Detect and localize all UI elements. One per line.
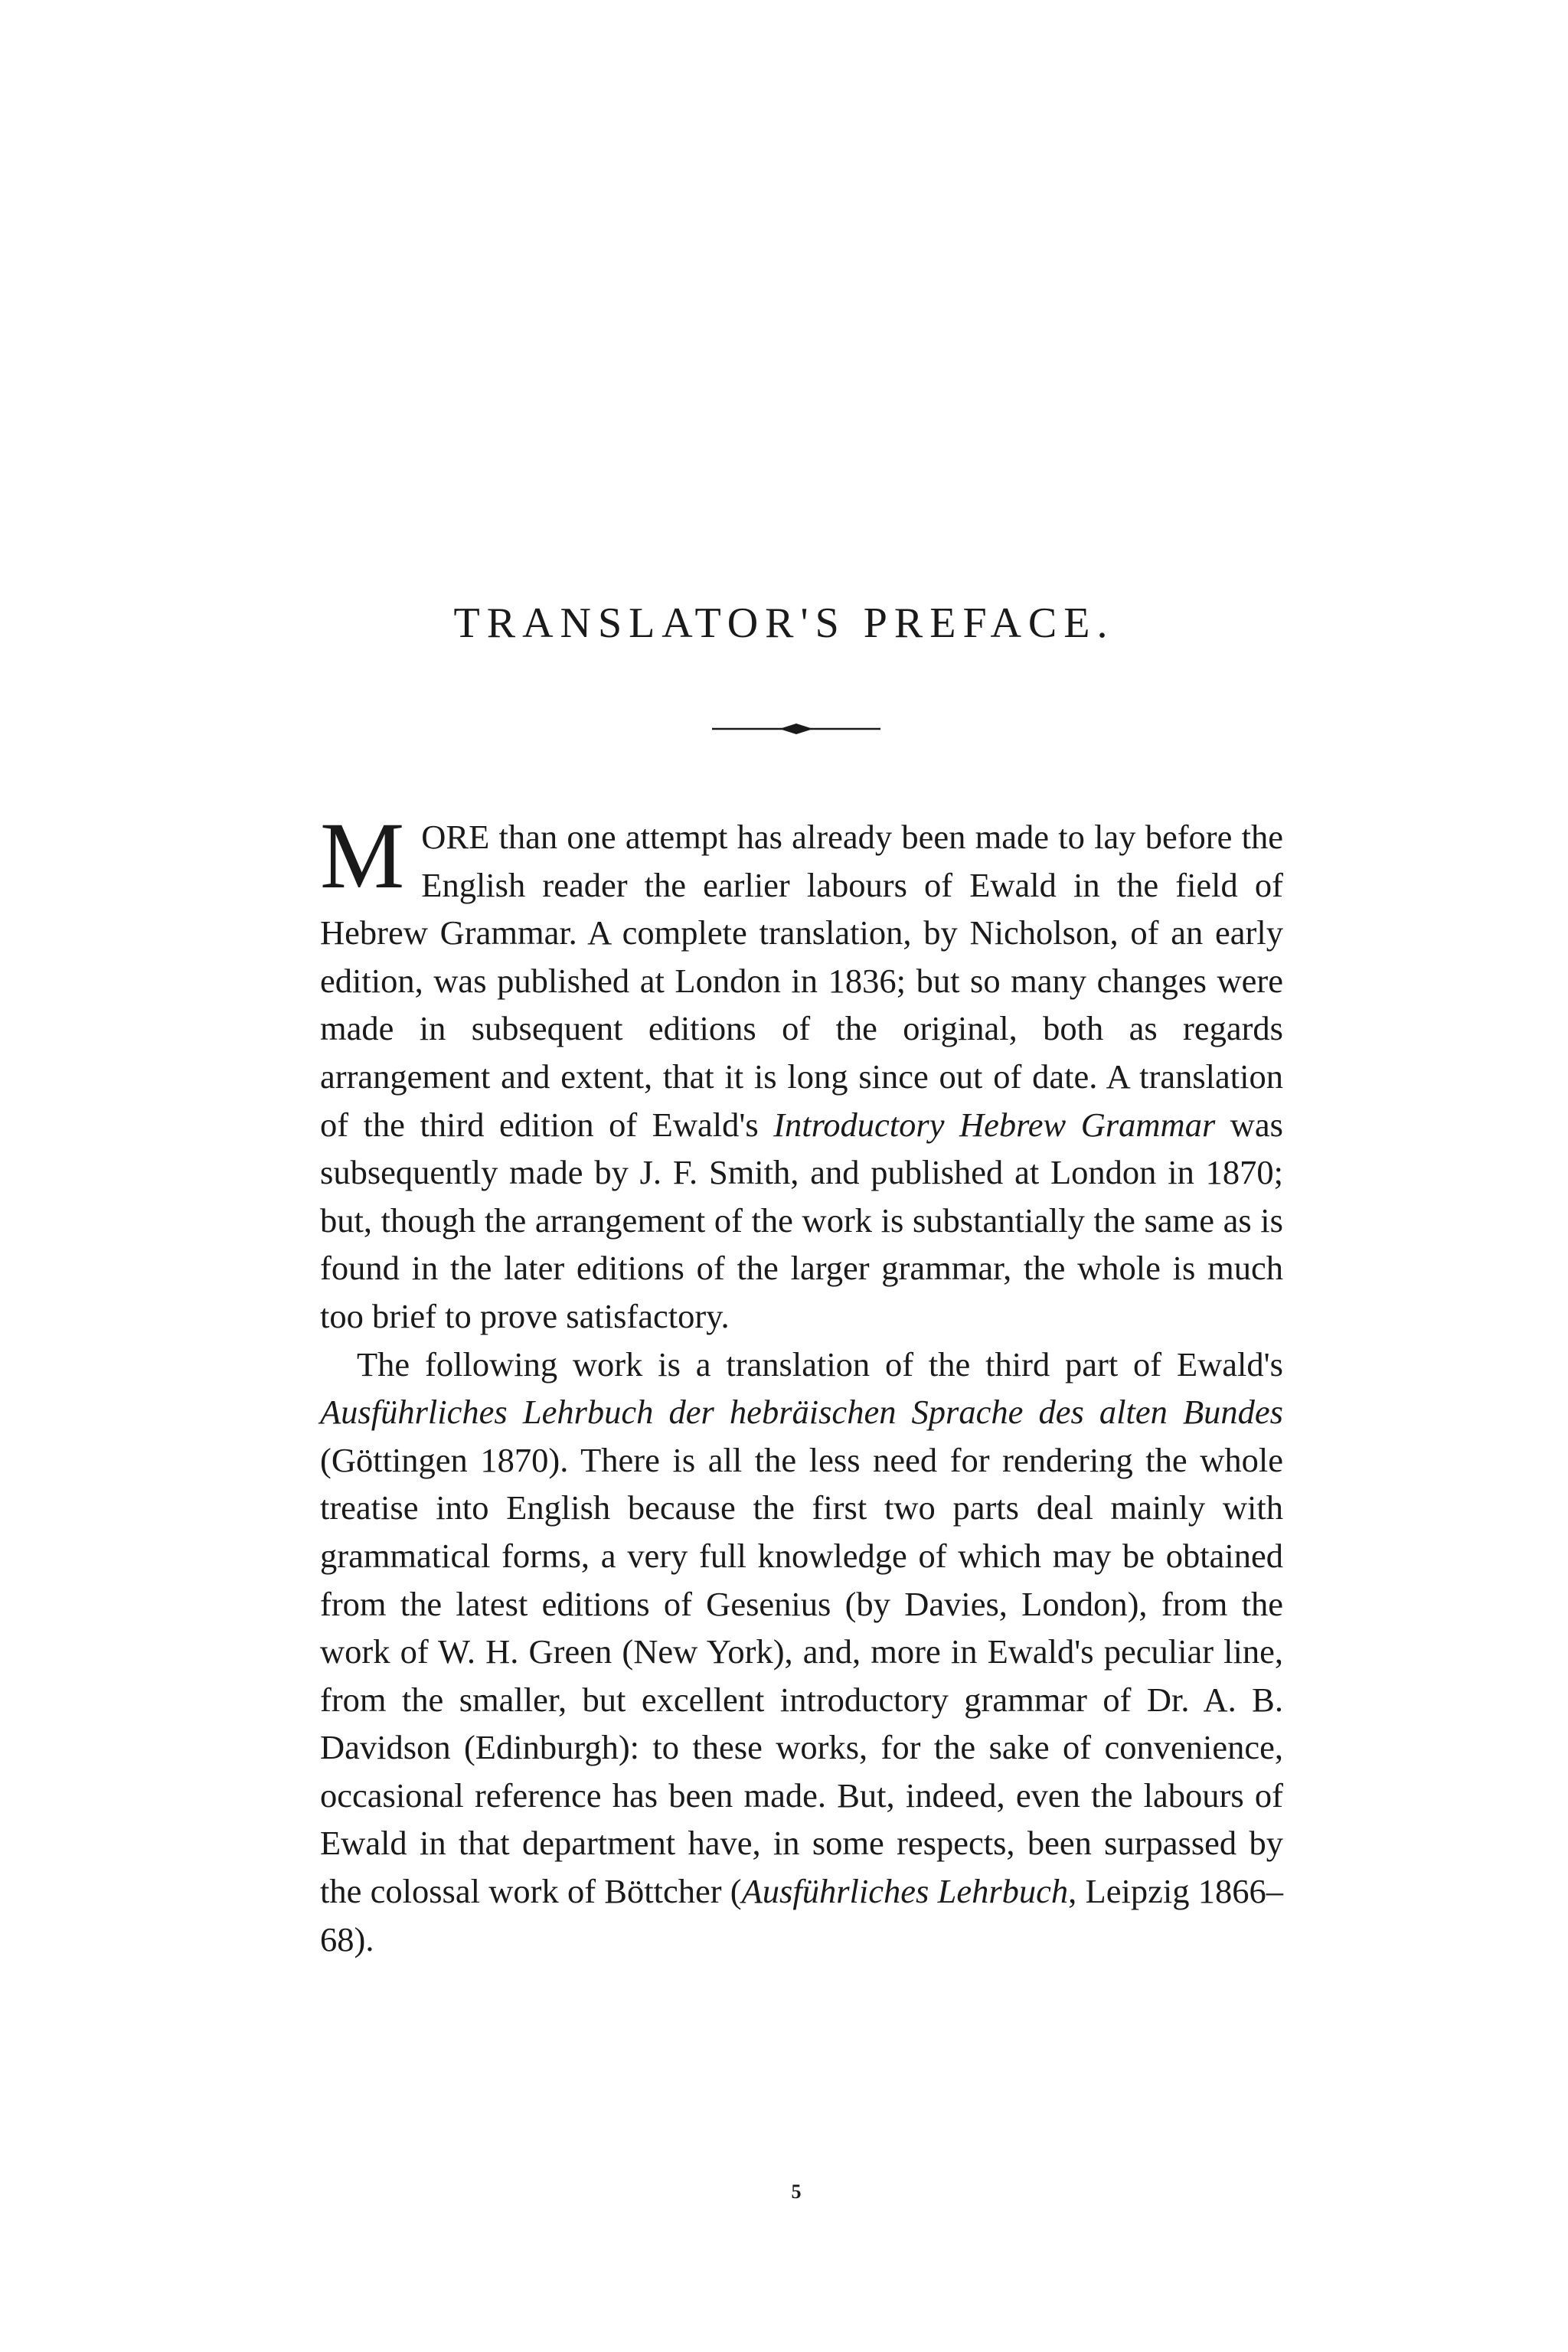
- paragraph-1: [320, 803, 1283, 1341]
- book-title-italic: Introductory Hebrew Grammar: [773, 1105, 1216, 1144]
- text-segment: (Göttingen 1870). There is all the less need for rendering the whole treatise into English because the first two parts deal mainly with grammatical forms, a very full knowledge of which may be obtained from the latest editions of Gesenius (by Davies, London), from the work of W. H. Green (New York), and, more in Ewald's peculiar line, from the smaller, but excellent introductory grammar of Dr. A. B. Davidson (Edinburgh): to these works, for the sake of convenience, occasional reference has been made. But, indeed, even the labours of Ewald in that department have, in some respects, been surpassed by the colossal work of Böttcher (: [320, 1440, 1283, 1911]
- ornamental-rule: [712, 720, 880, 738]
- text-segment: ORE than one attempt has already been made to lay before the English reader the earlier labours of Ewald in the field of Hebrew Grammar. A complete translation, by Nicholson, of an early edition, was published at London in 1836; but so many changes were made in subsequent editions of the original, both as regards arrangement and extent, that it is long since out of date. A translation of the third edition of Ewald's: [320, 818, 1283, 1144]
- paragraph-2: [320, 1341, 1283, 1964]
- preface-body: [320, 803, 1283, 1963]
- book-title-italic: Ausführliches Lehrbuch der hebräischen Sprache des alten Bundes: [320, 1393, 1283, 1432]
- text-segment: was subsequently made by J. F. Smith, and published at London in 1870; but, though the arrangement of the work is substantially the same as is found in the later editions of the larger grammar, the whole is much too brief to prove satisfactory.: [320, 1105, 1283, 1335]
- text-segment: The following work is a translation of the third part of Ewald's: [357, 1344, 1283, 1383]
- text-segment: , Leipzig 1866–68).: [320, 1872, 1283, 1958]
- page-number: 5: [791, 2180, 802, 2203]
- drop-cap: M: [320, 803, 405, 908]
- book-title-italic: Ausführliches Lehrbuch: [741, 1872, 1069, 1911]
- page-title: TRANSLATOR'S PREFACE.: [453, 599, 1115, 647]
